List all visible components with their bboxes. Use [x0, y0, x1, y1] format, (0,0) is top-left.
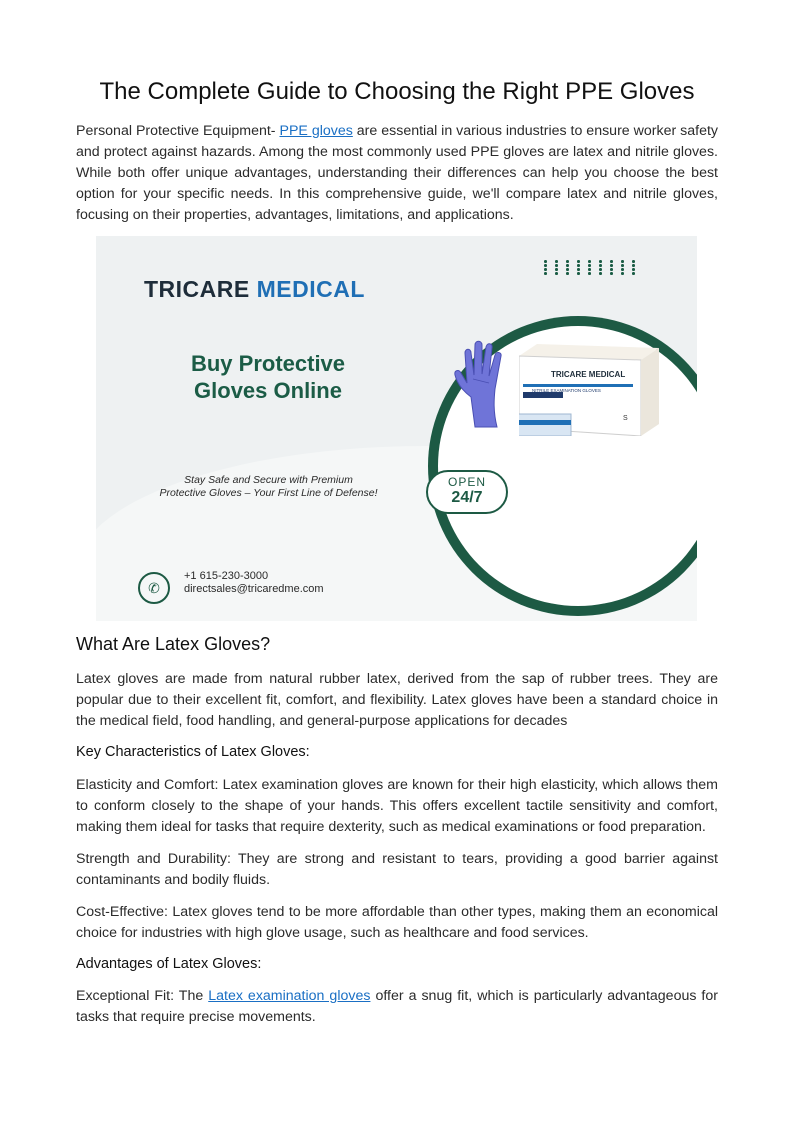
decor-dot	[555, 272, 558, 275]
decor-dot	[621, 260, 624, 263]
decor-dot	[610, 272, 613, 275]
page-title: The Complete Guide to Choosing the Right PPE Gloves	[99, 78, 695, 105]
characteristic-cost: Cost-Effective: Latex gloves tend to be more affordable than other types, making them an economical choice for industries with high glove usage, such as healthcare and food services.	[76, 904, 718, 941]
tagline-line-1: Stay Safe and Secure with Premium	[184, 474, 353, 486]
contact-email: directsales@tricaredme.com	[184, 583, 324, 595]
open-hours: 24/7	[451, 489, 483, 506]
decor-dot	[544, 260, 547, 263]
decor-dot	[610, 264, 613, 267]
decor-dot	[544, 272, 547, 275]
tricare-banner-image	[96, 236, 697, 621]
advantages-heading: Advantages of Latex Gloves:	[76, 956, 262, 972]
banner-headline	[148, 350, 388, 404]
box-product-label: NITRILE EXAMINATION GLOVES	[532, 388, 601, 393]
decor-dot	[599, 272, 602, 275]
decor-dot	[632, 268, 635, 271]
tagline-line-2: Protective Gloves – Your First Line of Defense!	[159, 487, 378, 499]
decor-dot	[621, 264, 624, 267]
decor-dot	[566, 272, 569, 275]
latex-examination-gloves-link[interactable]: Latex examination gloves	[208, 988, 371, 1004]
decor-dot	[566, 260, 569, 263]
characteristic-elasticity: Elasticity and Comfort: Latex examination gloves are known for their high elasticity, which allows them to conform closely to the shape of your hands. This offers excellent tactile sensitivity and comfort, making them ideal for tasks that require dexterity, such as medical examinations or food preparation.	[76, 777, 718, 835]
decor-dot	[544, 268, 547, 271]
contact-phone: +1 615-230-3000	[184, 570, 269, 582]
decor-dot	[566, 264, 569, 267]
box-brand-label: TRICARE MEDICAL	[551, 370, 626, 379]
decor-dot	[610, 268, 613, 271]
headline-line-1: Buy Protective	[190, 351, 346, 376]
decor-dot	[588, 260, 591, 263]
decor-dot	[577, 260, 580, 263]
decor-dot	[577, 268, 580, 271]
key-characteristics-heading: Key Characteristics of Latex Gloves:	[76, 744, 310, 760]
decor-dot	[621, 272, 624, 275]
decor-dot	[544, 264, 547, 267]
headline-line-2: Gloves Online	[194, 378, 342, 403]
decor-dot	[599, 268, 602, 271]
decor-dot	[621, 268, 624, 271]
brand-logo-medical: MEDICAL	[256, 276, 365, 302]
decor-dot	[577, 272, 580, 275]
brand-logo	[144, 276, 365, 303]
ppe-gloves-link[interactable]: PPE gloves	[279, 123, 353, 139]
intro-text-start: Personal Protective Equipment-	[76, 123, 280, 139]
dot-grid-top	[544, 260, 640, 276]
decor-dot	[555, 260, 558, 263]
decor-dot	[610, 260, 613, 263]
advantage-fit-rest: offer a snug fit, which is particularly advantageous for tasks that require precise movements.	[76, 988, 718, 1025]
contact-info	[184, 570, 324, 596]
decor-dot	[599, 264, 602, 267]
decor-dot	[588, 272, 591, 275]
decor-dot	[588, 268, 591, 271]
latex-intro-paragraph: Latex gloves are made from natural rubber latex, derived from the sap of rubber trees. They are popular due to their excellent fit, comfort, and flexibility. Latex gloves have been a standard choice in the medical field, food handling, and general-purpose applications for decades	[76, 671, 718, 729]
decor-dot	[632, 272, 635, 275]
banner-tagline	[96, 474, 441, 500]
glove-image	[453, 339, 515, 429]
decor-dot	[555, 268, 558, 271]
svg-text:S: S	[623, 415, 628, 422]
decor-dot	[577, 264, 580, 267]
section-heading-latex: What Are Latex Gloves?	[76, 634, 271, 654]
open-label: OPEN	[447, 475, 486, 489]
intro-text-rest: are essential in various industries to ensure worker safety and protect against hazards. Among the most commonly used PPE gloves are latex and nitrile gloves. While both offer unique advantages, understanding their differences can help you choose the best option for your specific needs. In this comprehensive guide, we'll compare latex and nitrile gloves, focusing on their properties, advantages, limitations, and applications.	[76, 123, 719, 223]
open-24-7-badge	[426, 470, 508, 514]
decor-dot	[588, 264, 591, 267]
intro-paragraph	[76, 121, 718, 226]
advantage-fit	[76, 986, 718, 1028]
characteristic-strength: Strength and Durability: They are strong and resistant to tears, providing a good barrier against contaminants and bodily fluids.	[76, 851, 718, 888]
decor-dot	[599, 260, 602, 263]
decor-dot	[632, 260, 635, 263]
decor-dot	[555, 264, 558, 267]
advantage-fit-start: Exceptional Fit: The	[76, 988, 209, 1004]
brand-logo-tricare: TRICARE	[144, 276, 250, 302]
decor-dot	[566, 268, 569, 271]
phone-icon: ✆	[138, 572, 170, 604]
decor-dot	[632, 264, 635, 267]
